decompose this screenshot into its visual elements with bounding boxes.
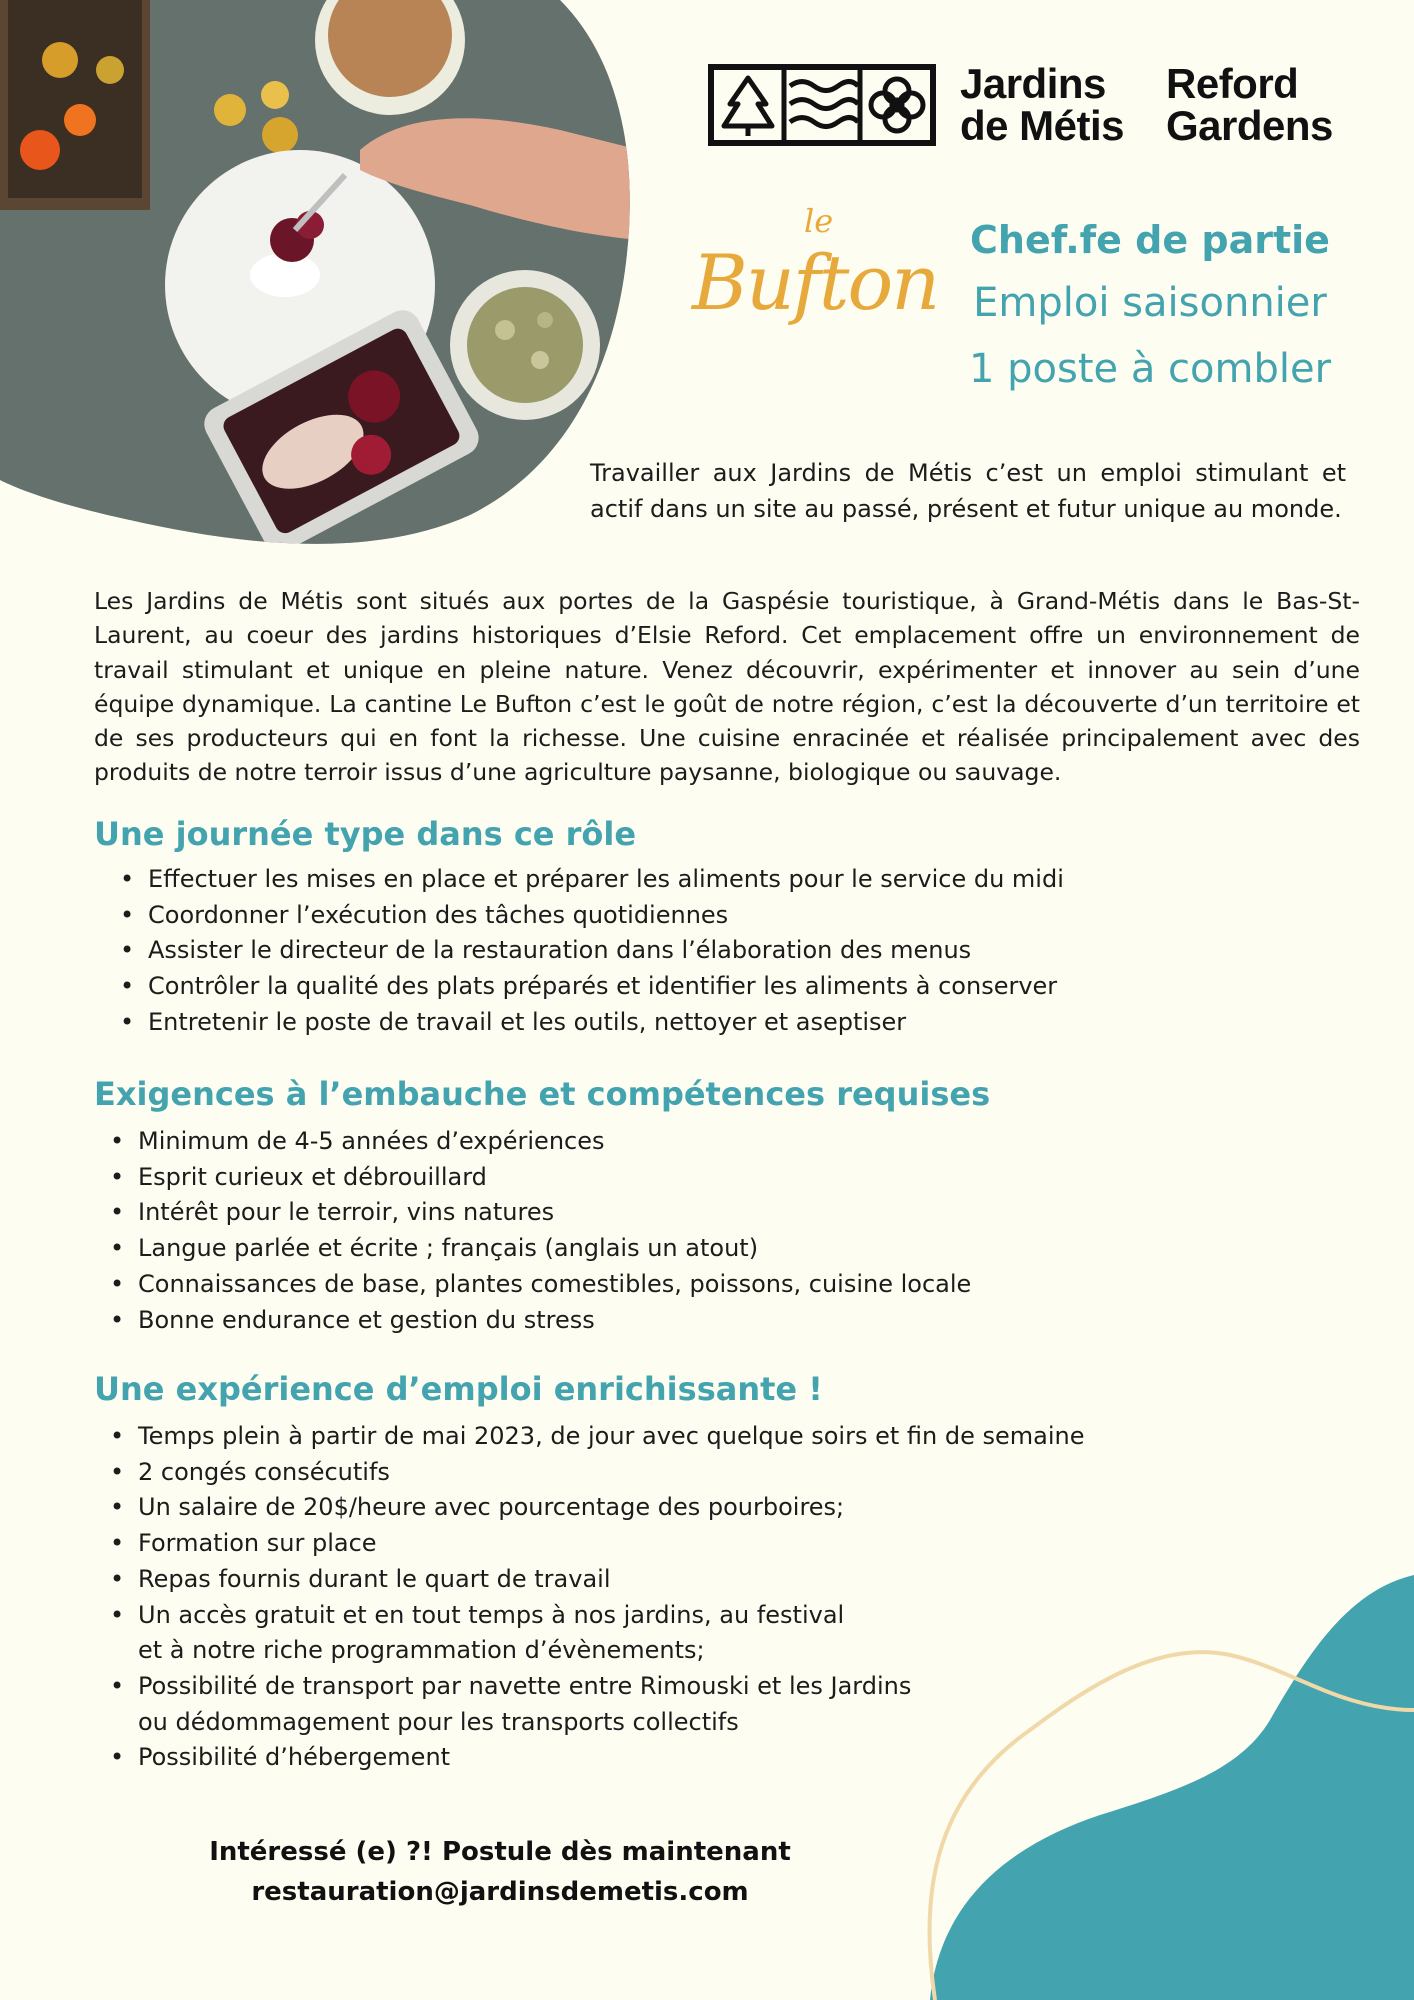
list-item: • Un salaire de 20$/heure avec pourcentage des pourboires;	[110, 1490, 1085, 1526]
section-heading-benefits: Une expérience d’emploi enrichissante !	[94, 1370, 823, 1408]
list-item: • Entretenir le poste de travail et les outils, nettoyer et aseptiser	[120, 1005, 1064, 1041]
list-item: • Formation sur place	[110, 1526, 1085, 1562]
contact-email[interactable]: restauration@jardinsdemetis.com	[251, 1877, 749, 1907]
list-item: • Connaissances de base, plantes comestibles, poissons, cuisine locale	[110, 1267, 971, 1303]
food-photo	[0, 0, 640, 550]
list-item: • Bonne endurance et gestion du stress	[110, 1303, 971, 1339]
logo-en-line2: Gardens	[1166, 102, 1333, 149]
list-item: • Assister le directeur de la restauration dans l’élaboration des menus	[120, 933, 1064, 969]
cta-text: Intéressé (e) ?! Postule dès maintenant	[209, 1837, 791, 1867]
list-item-line: ou dédommagement pour les transports collectifs	[138, 1707, 739, 1736]
job-openings: 1 poste à combler	[968, 346, 1332, 392]
flower-icon	[871, 79, 923, 131]
description-paragraph: Les Jardins de Métis sont situés aux portes de la Gaspésie touristique, à Grand-Métis dans le Bas-St-Laurent, au coeur des jardins historiques d’Elsie Reford. Cet emplacement offre un environnement de travail stimulant et unique en pleine nature. Venez découvrir, expérimenter et innover au sein d’une équipe dynamique. La cantine Le Bufton c’est le goût de notre région, c’est la découverte d’un territoire et de ses producteurs qui en font la richesse. Une cuisine enracinée et réalisée principalement avec des produits de notre terroir issus d’une agriculture paysanne, biologique ou sauvage.	[94, 587, 1360, 787]
list-item-line: et à notre riche programmation d’évènements;	[138, 1636, 705, 1665]
list-item: • Esprit curieux et débrouillard	[110, 1160, 971, 1196]
flower-yellow-1	[42, 42, 78, 78]
list-item: • Intérêt pour le terroir, vins natures	[110, 1195, 971, 1231]
list-item: • Temps plein à partir de mai 2023, de jour avec quelque soirs et fin de semaine	[110, 1419, 1085, 1455]
list-item: • Repas fournis durant le quart de travail	[110, 1562, 1085, 1598]
logo-text-fr	[960, 60, 1125, 149]
job-type: Emploi saisonnier	[973, 280, 1327, 326]
logo-text-en	[1166, 60, 1333, 149]
logo-fr-line2: de Métis	[960, 102, 1125, 149]
list-item: • Langue parlée et écrite ; français (anglais un atout)	[110, 1231, 971, 1267]
day-tasks-list	[120, 862, 1064, 1041]
flower-orange-1	[20, 130, 60, 170]
flower-loose-2	[262, 117, 298, 153]
jardins-de-metis-logo	[708, 64, 936, 146]
flower-loose-3	[261, 81, 289, 109]
list-item-line: • Un accès gratuit et en tout temps à nos jardins, au festival	[138, 1600, 845, 1629]
section-heading-requirements: Exigences à l’embauche et compétences requises	[94, 1075, 991, 1113]
requirements-list	[110, 1124, 971, 1338]
list-item: • 2 congés consécutifs	[110, 1455, 1085, 1491]
waves-icon	[790, 82, 858, 127]
list-item: • Effectuer les mises en place et préparer les aliments pour le service du midi	[120, 862, 1064, 898]
bufton-name: Bufton	[692, 238, 939, 327]
list-item: • Minimum de 4-5 années d’expériences	[110, 1124, 971, 1160]
intro-text: Travailler aux Jardins de Métis c’est un emploi stimulant et actif dans un site au passé, présent et futur unique au monde.	[590, 459, 1346, 523]
flower-orange-2	[64, 104, 96, 136]
flower-loose-1	[214, 94, 246, 126]
flower-yellow-2	[96, 56, 124, 84]
list-item: • Coordonner l’exécution des tâches quotidiennes	[120, 898, 1064, 934]
section-heading-day: Une journée type dans ce rôle	[94, 815, 637, 853]
logo-en-line1: Reford	[1166, 60, 1299, 107]
bufton-le: le	[804, 202, 834, 240]
list-item-line: • Possibilité de transport par navette entre Rimouski et les Jardins	[138, 1671, 912, 1700]
job-title: Chef.fe de partie	[970, 218, 1330, 262]
decorative-blob	[920, 1560, 1414, 2000]
list-item: • Contrôler la qualité des plats préparés et identifier les aliments à conserver	[120, 969, 1064, 1005]
list-item: • Possibilité d’hébergement	[110, 1740, 1085, 1776]
logo-fr-line1: Jardins	[960, 60, 1106, 107]
tree-icon	[724, 78, 772, 136]
